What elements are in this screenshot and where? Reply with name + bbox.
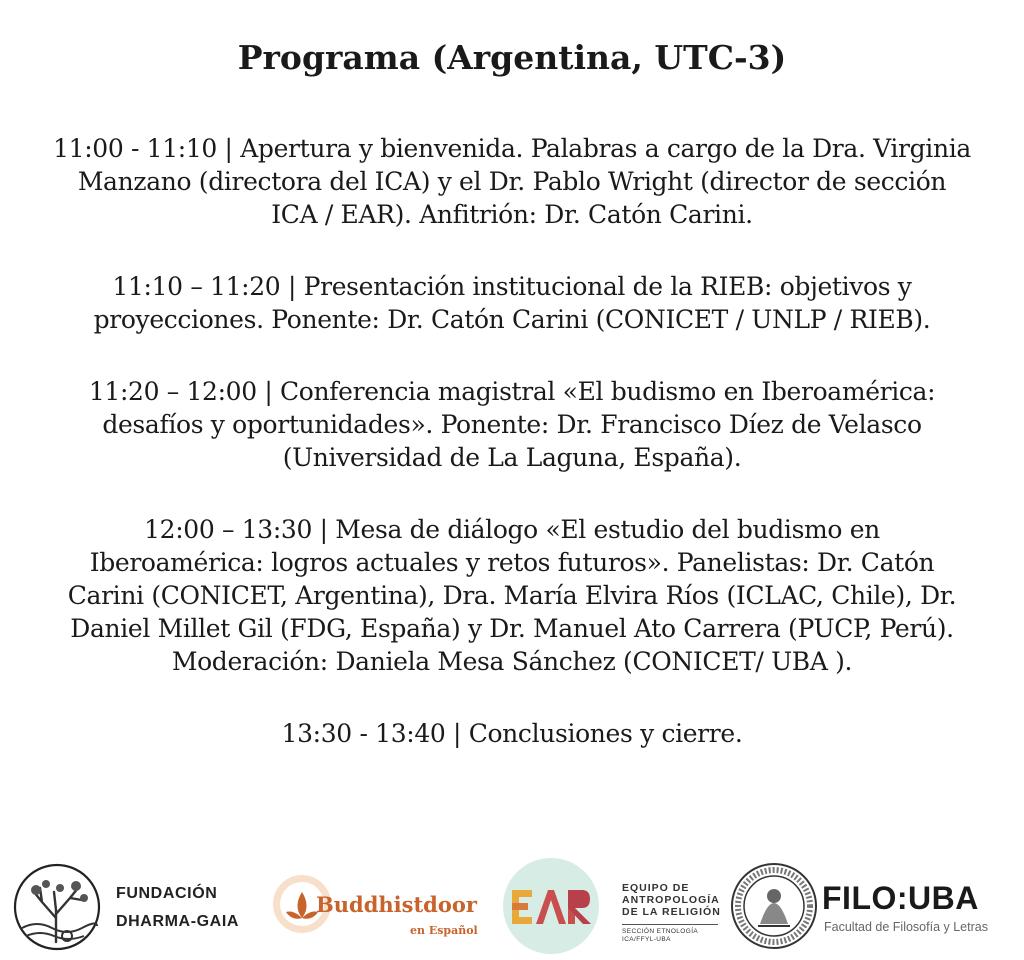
ear-sub1: SECCIÓN ETNOLOGÍA (622, 928, 699, 935)
ear-divider (622, 924, 718, 925)
filo-sub: Facultad de Filosofía y Letras (824, 920, 988, 934)
program-line: proyecciones. Ponente: Dr. Catón Carini (CONICET / UNLP / RIEB). (93, 305, 931, 334)
ear-logo (496, 858, 726, 954)
fundacion-dharma-gaia-logo (12, 862, 262, 950)
program-line: Manzano (directora del ICA) y el Dr. Pablo Wright (director de sección (77, 167, 947, 196)
fundacion-line2: DHARMA-GAIA (116, 913, 240, 930)
buddhistdoor-logo (270, 872, 485, 944)
program-line: 11:20 – 12:00 | Conferencia magistral «El budismo en Iberoamérica: (88, 377, 936, 406)
program-line: 13:30 - 13:40 | Conclusiones y cierre. (281, 719, 743, 748)
program-item (0, 513, 1024, 678)
program-line: 12:00 – 13:30 | Mesa de diálogo «El estudio del budismo en (144, 515, 880, 544)
program-line: ICA / EAR). Anfitrión: Dr. Catón Carini. (271, 200, 753, 229)
program-item (0, 717, 1024, 750)
ear-mark-icon (496, 858, 606, 954)
university-seal-icon (730, 862, 818, 950)
program-line: 11:10 – 11:20 | Presentación institucional de la RIEB: objetivos y (112, 272, 912, 301)
sponsor-logos (0, 856, 1024, 956)
program-line: Iberoamérica: logros actuales y retos futuros». Panelistas: Dr. Catón (89, 548, 935, 577)
program-line: (Universidad de La Laguna, España). (282, 443, 742, 472)
filo-uba-logo (822, 880, 1022, 940)
uba-seal-logo (730, 862, 818, 950)
program-line: Carini (CONICET, Argentina), Dra. María Elvira Ríos (ICLAC, Chile), Dr. (67, 581, 957, 610)
ear-line2: ANTROPOLOGÍA (622, 894, 720, 906)
filo-name: FILO:UBA (822, 880, 979, 916)
program-line: Daniel Millet Gil (FDG, España) y Dr. Manuel Ato Carrera (PUCP, Perú). (70, 614, 954, 643)
fundacion-line1: FUNDACIÓN (116, 885, 218, 902)
ear-sub2: ICA/FFYL-UBA (622, 936, 671, 943)
program-line: Moderación: Daniela Mesa Sánchez (CONICET/ UBA ). (171, 647, 853, 676)
tree-circle-icon (12, 862, 102, 952)
program-item (0, 375, 1024, 474)
ear-line1: EQUIPO DE (622, 882, 690, 894)
buddhistdoor-name: Buddhistdoor (316, 892, 477, 917)
program-line: 11:00 - 11:10 | Apertura y bienvenida. Palabras a cargo de la Dra. Virginia (53, 134, 971, 163)
program-list (0, 132, 1024, 789)
program-item (0, 270, 1024, 336)
buddhistdoor-sub: en Español (410, 924, 478, 937)
page-title: Programa (Argentina, UTC-3) (237, 38, 787, 77)
program-item (0, 132, 1024, 231)
program-line: desafíos y oportunidades». Ponente: Dr. Francisco Díez de Velasco (102, 410, 922, 439)
ear-line3: DE LA RELIGIÓN (622, 906, 721, 918)
